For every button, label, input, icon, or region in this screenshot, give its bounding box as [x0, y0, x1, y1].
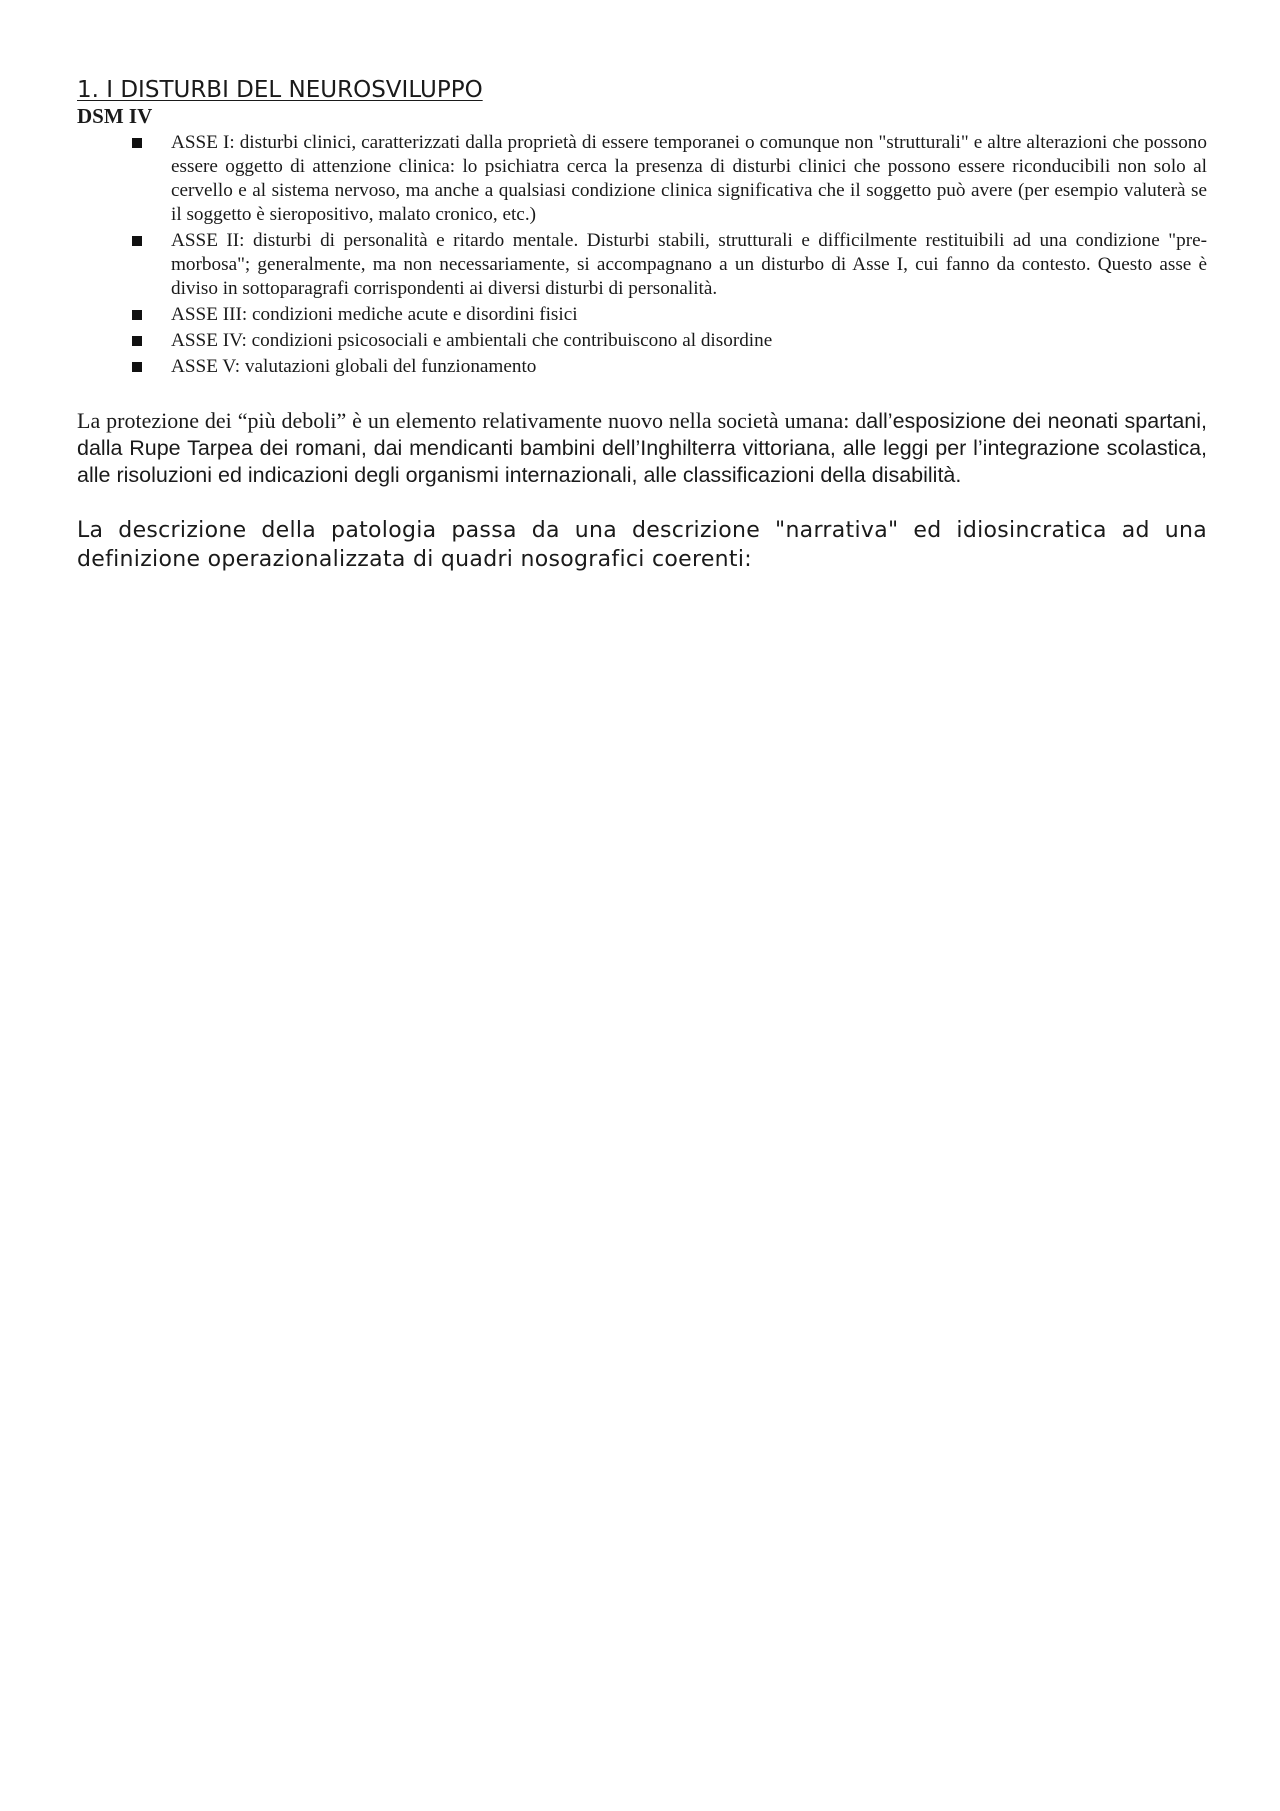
pathology-paragraph: La descrizione della patologia passa da una descrizione "narrativa" ed idiosincratica ad una definizione operazionalizzata di quadri nosografici coerenti:	[77, 518, 1207, 572]
list-item	[171, 329, 1207, 353]
square-bullet-icon	[132, 336, 142, 346]
protection-paragraph-sans: all’esposizione dei neonati spartani, dalla Rupe Tarpea dei romani, dai mendicanti bambini dell’Inghilterra vittoriana, alle leggi per l’integrazione scolastica, alle risoluzioni ed indicazioni degli organismi internazionali, alle classificazioni della disabilità.	[77, 409, 1207, 487]
list-item	[171, 355, 1207, 379]
square-bullet-icon	[132, 138, 142, 148]
list-item-text: ASSE V: valutazioni globali del funzionamento	[171, 356, 537, 377]
list-item-text: ASSE III: condizioni mediche acute e disordini fisici	[171, 304, 578, 325]
protection-paragraph-serif: La protezione dei “più deboli” è un elemento relativamente nuovo nella società umana: d	[77, 408, 867, 433]
protection-paragraph	[77, 407, 1207, 489]
document-page	[77, 76, 1207, 574]
list-item-text: ASSE I: disturbi clinici, caratterizzati dalla proprietà di essere temporanei o comunque non "strutturali" e altre alterazioni che possono essere oggetto di attenzione clinica: lo psichiatra cerca la presenza di disturbi clinici che possono essere riconducibili non solo al cervello e al sistema nervoso, ma anche a qualsiasi condizione clinica significativa che il soggetto può avere (per esempio valuterà se il soggetto è sieropositivo, malato cronico, etc.)	[171, 132, 1207, 225]
section-title: 1. I DISTURBI DEL NEUROSVILUPPO	[77, 77, 483, 103]
list-item-text: ASSE II: disturbi di personalità e ritardo mentale. Disturbi stabili, strutturali e difficilmente restituibili ad una condizione "pre-morbosa"; generalmente, ma non necessariamente, si accompagnano a un disturbo di Asse I, cui fanno da contesto. Questo asse è diviso in sottoparagrafi corrispondenti ai diversi disturbi di personalità.	[171, 230, 1207, 299]
list-item	[171, 229, 1207, 301]
square-bullet-icon	[132, 310, 142, 320]
list-item	[171, 131, 1207, 227]
axes-list	[77, 131, 1207, 379]
section-subtitle: DSM IV	[77, 104, 153, 128]
square-bullet-icon	[132, 236, 142, 246]
list-item	[171, 303, 1207, 327]
list-item-text: ASSE IV: condizioni psicosociali e ambientali che contribuiscono al disordine	[171, 330, 773, 351]
square-bullet-icon	[132, 362, 142, 372]
